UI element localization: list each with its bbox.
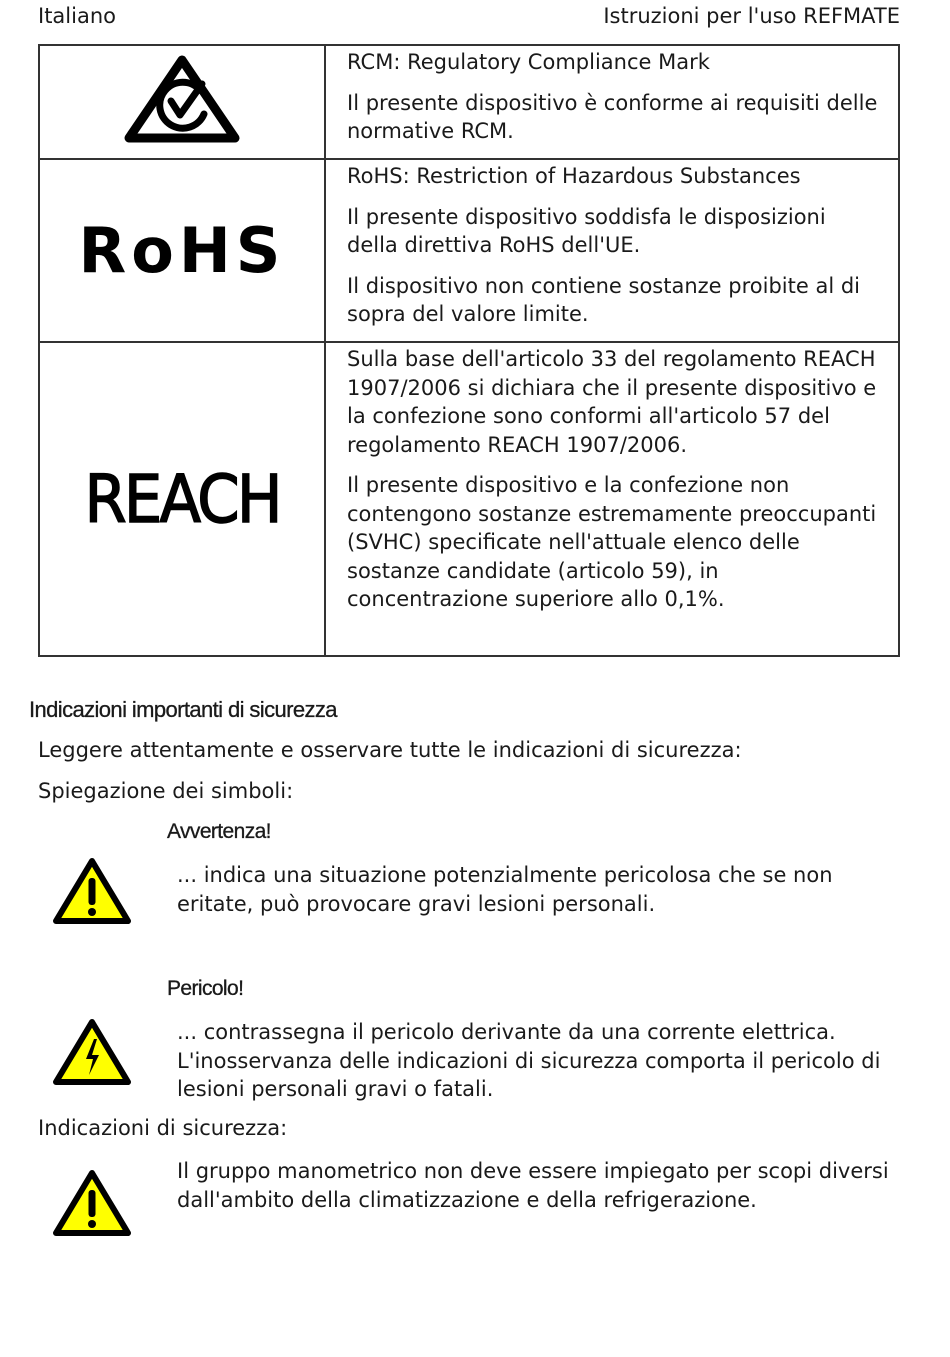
instructions-label: Indicazioni di sicurezza: — [38, 1116, 288, 1140]
electric-hazard-icon — [52, 1017, 132, 1087]
table-row — [39, 45, 899, 159]
danger-text: ... contrassegna il pericolo derivante da una corrente elettrica. L'inosservanza delle indicazioni di sicurezza comporta il pericolo di lesioni personali gravi o fatali. — [177, 1020, 881, 1101]
rcm-logo-cell — [39, 45, 325, 159]
reach-logo-cell — [39, 342, 325, 656]
rcm-mark-icon — [122, 54, 242, 146]
warning-heading: Avvertenza! — [167, 820, 271, 843]
rohs-text-1: Il presente dispositivo soddisfa le disposizioni della direttiva RoHS dell'UE. — [347, 204, 826, 257]
rohs-title: RoHS: Restriction of Hazardous Substances — [347, 164, 801, 188]
rohs-logo: RoHS — [78, 214, 286, 287]
safety-section-title: Indicazioni importanti di sicurezza — [29, 697, 337, 722]
reach-text-1: Sulla base dell'articolo 33 del regolamento REACH 1907/2006 si dichiara che il presente dispositivo e la confezione sono conformi all'articolo 57 del regolamento REACH 1907/2006. — [347, 347, 877, 457]
rcm-description — [325, 45, 899, 159]
warning-triangle-icon — [52, 1168, 132, 1238]
instruction-text: Il gruppo manometrico non deve essere impiegato per scopi diversi dall'ambito della climatizzazione e della refrigerazione. — [177, 1159, 889, 1212]
table-row — [39, 342, 899, 656]
symbols-label: Spiegazione dei simboli: — [38, 779, 294, 803]
header-doc-title: Istruzioni per l'uso REFMATE — [603, 4, 900, 28]
rohs-description — [325, 159, 899, 342]
safety-intro: Leggere attentamente e osservare tutte le indicazioni di sicurezza: — [38, 738, 742, 762]
table-row — [39, 159, 899, 342]
warning-triangle-icon — [52, 856, 132, 926]
reach-text-2: Il presente dispositivo e la confezione non contengono sostanze estremamente preoccupanti (SVHC) specificate nell'attuale elenco delle sostanze candidate (articolo 59), in concentrazione superiore allo 0,1%. — [347, 473, 877, 611]
reach-logo: REACH — [84, 460, 280, 538]
rcm-title: RCM: Regulatory Compliance Mark — [347, 50, 710, 74]
header-language: Italiano — [38, 4, 116, 28]
rohs-logo-cell — [39, 159, 325, 342]
reach-description — [325, 342, 899, 656]
danger-heading: Pericolo! — [167, 977, 244, 1000]
warning-text: ... indica una situazione potenzialmente pericolosa che se non eritate, può provocare gravi lesioni personali. — [177, 863, 833, 916]
compliance-marks-table — [38, 44, 900, 657]
rcm-text: Il presente dispositivo è conforme ai requisiti delle normative RCM. — [347, 90, 878, 143]
rohs-text-2: Il dispositivo non contiene sostanze proibite al di sopra del valore limite. — [347, 273, 861, 326]
